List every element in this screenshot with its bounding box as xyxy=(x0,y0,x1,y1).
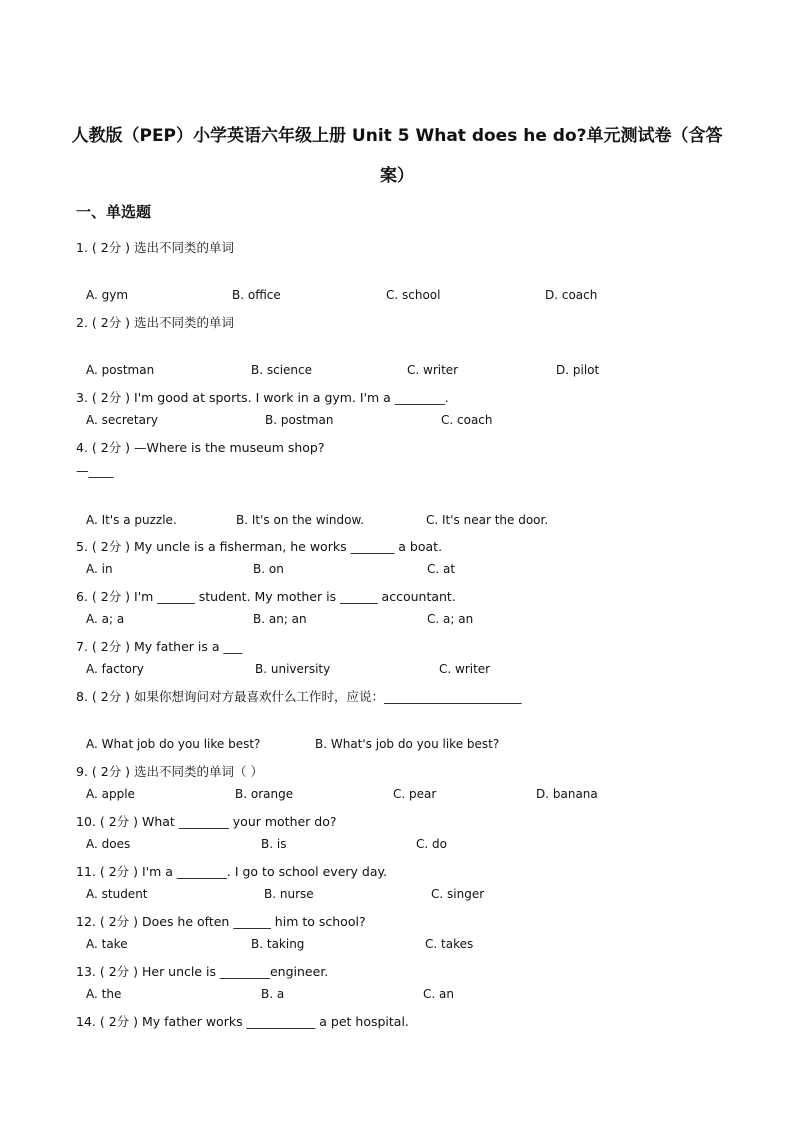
question-12-option-a[interactable]: A. take xyxy=(86,937,128,951)
question-5-option-a[interactable]: A. in xyxy=(86,562,113,576)
question-9-option-a[interactable]: A. apple xyxy=(86,787,135,801)
question-4-option-b[interactable]: B. It's on the window. xyxy=(236,513,364,527)
question-2-option-a[interactable]: A. postman xyxy=(86,363,155,377)
question-5-options xyxy=(0,562,794,580)
question-5-option-b[interactable]: B. on xyxy=(253,562,284,576)
question-1-option-d[interactable]: D. coach xyxy=(545,288,598,302)
question-5-text: 5. ( 2分 ) My uncle is a fisherman, he works _______ a boat. xyxy=(76,539,443,554)
question-1-text: 1. ( 2分 ) 选出不同类的单词 xyxy=(76,240,235,255)
question-4-text: 4. ( 2分 ) —Where is the museum shop? xyxy=(76,440,325,455)
question-10-options xyxy=(0,837,794,855)
question-10-option-b[interactable]: B. is xyxy=(261,837,287,851)
question-2-option-b[interactable]: B. science xyxy=(251,363,313,377)
question-1-option-b[interactable]: B. office xyxy=(232,288,281,302)
question-9-option-b[interactable]: B. orange xyxy=(235,787,294,801)
question-12-option-b[interactable]: B. taking xyxy=(251,937,305,951)
question-9-text: 9. ( 2分 ) 选出不同类的单词（ ） xyxy=(76,764,264,779)
question-4-answer-blank: —____ xyxy=(76,463,114,478)
question-10-option-c[interactable]: C. do xyxy=(416,837,447,851)
question-7-option-a[interactable]: A. factory xyxy=(86,662,144,676)
question-13-text: 13. ( 2分 ) Her uncle is ________engineer. xyxy=(76,964,329,979)
question-12-option-c[interactable]: C. takes xyxy=(425,937,474,951)
question-2-option-c[interactable]: C. writer xyxy=(407,363,459,377)
question-4-options xyxy=(0,513,794,531)
question-3-option-a[interactable]: A. secretary xyxy=(86,413,159,427)
question-12-options xyxy=(0,937,794,955)
question-8-option-b[interactable]: B. What's job do you like best? xyxy=(315,737,500,751)
question-9-options xyxy=(0,787,794,805)
question-8-text: 8. ( 2分 ) 如果你想询问对方最喜欢什么工作时，应说：______________________ xyxy=(76,689,522,704)
question-2-options xyxy=(0,363,794,381)
question-11-option-b[interactable]: B. nurse xyxy=(264,887,314,901)
section-heading: 一、单选题 xyxy=(76,203,152,221)
question-3-text: 3. ( 2分 ) I'm good at sports. I work in a gym. I'm a ________. xyxy=(76,390,449,405)
question-6-options xyxy=(0,612,794,630)
question-7-text: 7. ( 2分 ) My father is a ___ xyxy=(76,639,243,654)
question-6-text: 6. ( 2分 ) I'm ______ student. My mother is ______ accountant. xyxy=(76,589,456,604)
question-6-option-c[interactable]: C. a; an xyxy=(427,612,474,626)
question-2-option-d[interactable]: D. pilot xyxy=(556,363,600,377)
question-4-option-a[interactable]: A. It's a puzzle. xyxy=(86,513,177,527)
question-7-option-c[interactable]: C. writer xyxy=(439,662,491,676)
question-3-option-b[interactable]: B. postman xyxy=(265,413,334,427)
question-5-option-c[interactable]: C. at xyxy=(427,562,456,576)
question-7-option-b[interactable]: B. university xyxy=(255,662,331,676)
question-6-option-a[interactable]: A. a; a xyxy=(86,612,125,626)
question-13-option-c[interactable]: C. an xyxy=(423,987,454,1001)
question-13-option-a[interactable]: A. the xyxy=(86,987,122,1001)
question-6-option-b[interactable]: B. an; an xyxy=(253,612,307,626)
question-11-options xyxy=(0,887,794,905)
question-1-option-a[interactable]: A. gym xyxy=(86,288,129,302)
question-13-option-b[interactable]: B. a xyxy=(261,987,285,1001)
question-14-text: 14. ( 2分 ) My father works ___________ a pet hospital. xyxy=(76,1014,409,1029)
question-11-text: 11. ( 2分 ) I'm a ________. I go to school every day. xyxy=(76,864,388,879)
question-1-option-c[interactable]: C. school xyxy=(386,288,441,302)
question-9-option-c[interactable]: C. pear xyxy=(393,787,437,801)
question-4-option-c[interactable]: C. It's near the door. xyxy=(426,513,549,527)
question-9-option-d[interactable]: D. banana xyxy=(536,787,598,801)
document-title: 人教版（PEP）小学英语六年级上册 Unit 5 What does he do?单元测试卷（含答案） xyxy=(71,126,723,186)
question-10-option-a[interactable]: A. does xyxy=(86,837,131,851)
question-1-options xyxy=(0,288,794,306)
question-3-option-c[interactable]: C. coach xyxy=(441,413,493,427)
question-8-option-a[interactable]: A. What job do you like best? xyxy=(86,737,261,751)
question-8-options xyxy=(0,737,794,755)
question-10-text: 10. ( 2分 ) What ________ your mother do? xyxy=(76,814,337,829)
question-2-text: 2. ( 2分 ) 选出不同类的单词 xyxy=(76,315,235,330)
question-3-options xyxy=(0,413,794,431)
question-11-option-c[interactable]: C. singer xyxy=(431,887,485,901)
question-12-text: 12. ( 2分 ) Does he often ______ him to school? xyxy=(76,914,366,929)
question-7-options xyxy=(0,662,794,680)
question-11-option-a[interactable]: A. student xyxy=(86,887,148,901)
question-13-options xyxy=(0,987,794,1005)
